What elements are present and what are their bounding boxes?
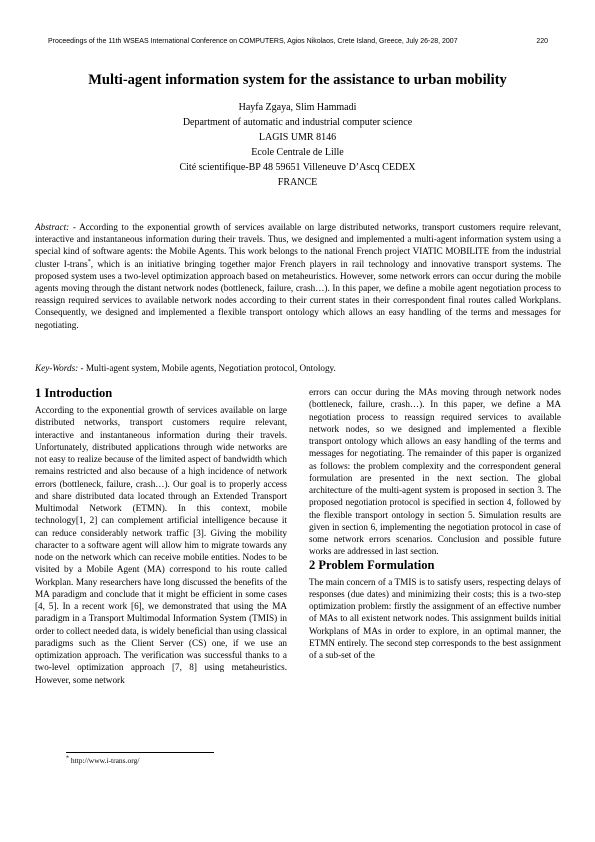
running-header xyxy=(48,38,548,45)
abstract xyxy=(35,221,561,331)
abstract-label: Abstract: xyxy=(35,222,70,232)
affiliation-line: FRANCE xyxy=(277,177,318,188)
left-column xyxy=(35,386,287,686)
section-heading-problem-formulation: 2 Problem Formulation xyxy=(309,557,435,572)
running-title: Proceedings of the 11th WSEAS International Conference on COMPUTERS, Agios Nikolaos, Crete Island, Greece, July 26-28, 2007 xyxy=(48,38,458,45)
footnote xyxy=(66,756,139,765)
abstract-text-continued: , which is an initiative bringing together major French players in rail technology and innovative transport systems. The proposed system uses a two-level optimization approach based on metaheuristics. However, some network errors can occur during the mobile agents moving through the distant network nodes (bottleneck, failure, crash…). In this paper, we define a mobile agent negotiation process to reassign required services to available network nodes according to their current states in their correspondent final routes called Workplans. Consequently, we designed and implemented a flexible transport ontology which allows an easy handling of the terms and messages for negotiating. xyxy=(35,258,561,330)
footnote-marker: * xyxy=(87,258,91,265)
affiliation-line: Ecole Centrale de Lille xyxy=(251,147,344,158)
footnote-rule xyxy=(66,752,214,753)
affiliation-line: Department of automatic and industrial computer science xyxy=(182,117,413,128)
author-names: Hayfa Zgaya, Slim Hammadi xyxy=(238,102,357,113)
paper-title: Multi-agent information system for the assistance to urban mobility xyxy=(88,72,507,88)
author-block xyxy=(60,100,535,190)
page-number: 220 xyxy=(536,38,548,45)
problem-formulation-paragraph: The main concern of a TMIS is to satisfy users, respecting delays of responses (due dates) and minimizing their costs; this is a two-step optimization problem: firstly the assignment of an effective number of MAs to all existent network nodes. This assignment builds initial Workplans of MAs in order to explore, in an optimal manner, the ETMN entirely. The second step corresponds to the best assignment of a sub-set of the xyxy=(309,576,561,660)
introduction-paragraph: According to the exponential growth of services available on large distributed networks, transport customers require relevant, interactive and instantaneous information during their travels. Unfortunately, distributed applications through wide networks are not easy to realize because of the limited aspect of bandwidth which remains restricted and also because of a high incidence of network errors (bottleneck, failure, crash…). Our goal is to properly access and share distributed data located through an Extended Transport Multimodal Network (ETMN). In this context, mobile technology[1, 2] can complement artificial intelligence because it can reduce considerably network traffic [3]. Giving the mobility character to a software agent will allow him to migrate towards any node on the network which can receive mobile entities. Nodes to be visited by a Mobile Agent (MA) correspond to his route called Workplan. Many researchers have long discussed the benefits of the MA paradigm and conclude that it might be efficient in some cases [4, 5]. In a recent work [6], we demonstrated that using the MA paradigm in a Transport Multimodal Information System (TMIS) in order to collect needed data, is widely beneficial than using classical paradigms such as the Client Server (CS) one, if we use an optimization approach. The verification was successful thanks to a two-level optimization approach [7, 8] using metaheuristics. However, some network xyxy=(35,405,287,685)
abstract-text: - According to the exponential growth of services available on large distributed networks, transport customers require relevant, interactive and instantaneous information during their travels. Thus, we designed and implemented a multi-agent information system using a special kind of software agents: the Mobile Agents. This work belongs to the national French project VIATIC MOBILITE from the industrial cluster I-trans xyxy=(35,222,561,269)
section-heading-introduction: 1 Introduction xyxy=(35,386,113,400)
affiliation-line: LAGIS UMR 8146 xyxy=(258,132,337,143)
keywords-text: - Multi-agent system, Mobile agents, Negotiation protocol, Ontology. xyxy=(78,363,336,373)
right-column xyxy=(309,386,561,661)
footnote-marker: * xyxy=(66,755,69,762)
introduction-paragraph-continued: errors can occur during the MAs moving through network nodes (bottleneck, failure, crash…). In this paper, we define a MA negotiation process to reassign required services to available network nodes, so we designed and implemented a flexible transport ontology which allows an easy handling of the terms and messages for negotiating. The remainder of this paper is organized as follows: the problem complexity and the correspondent general formulation are presented in the next section. The global architecture of the multi-agent system is proposed in section 3. The proposed negotiation protocol is specified in section 4, followed by the flexible transport ontology in section 5. Simulation results are given in section 6, implementing the negotiation protocol in case of some network errors scenarios. Conclusion and possible future works are addressed in last section. xyxy=(309,387,561,557)
keywords xyxy=(35,362,561,374)
footnote-link[interactable]: http://www.i-trans.org/ xyxy=(69,756,140,765)
affiliation-line: Cité scientifique-BP 48 59651 Villeneuve D’Ascq CEDEX xyxy=(179,162,416,173)
keywords-label: Key-Words: xyxy=(35,363,79,373)
